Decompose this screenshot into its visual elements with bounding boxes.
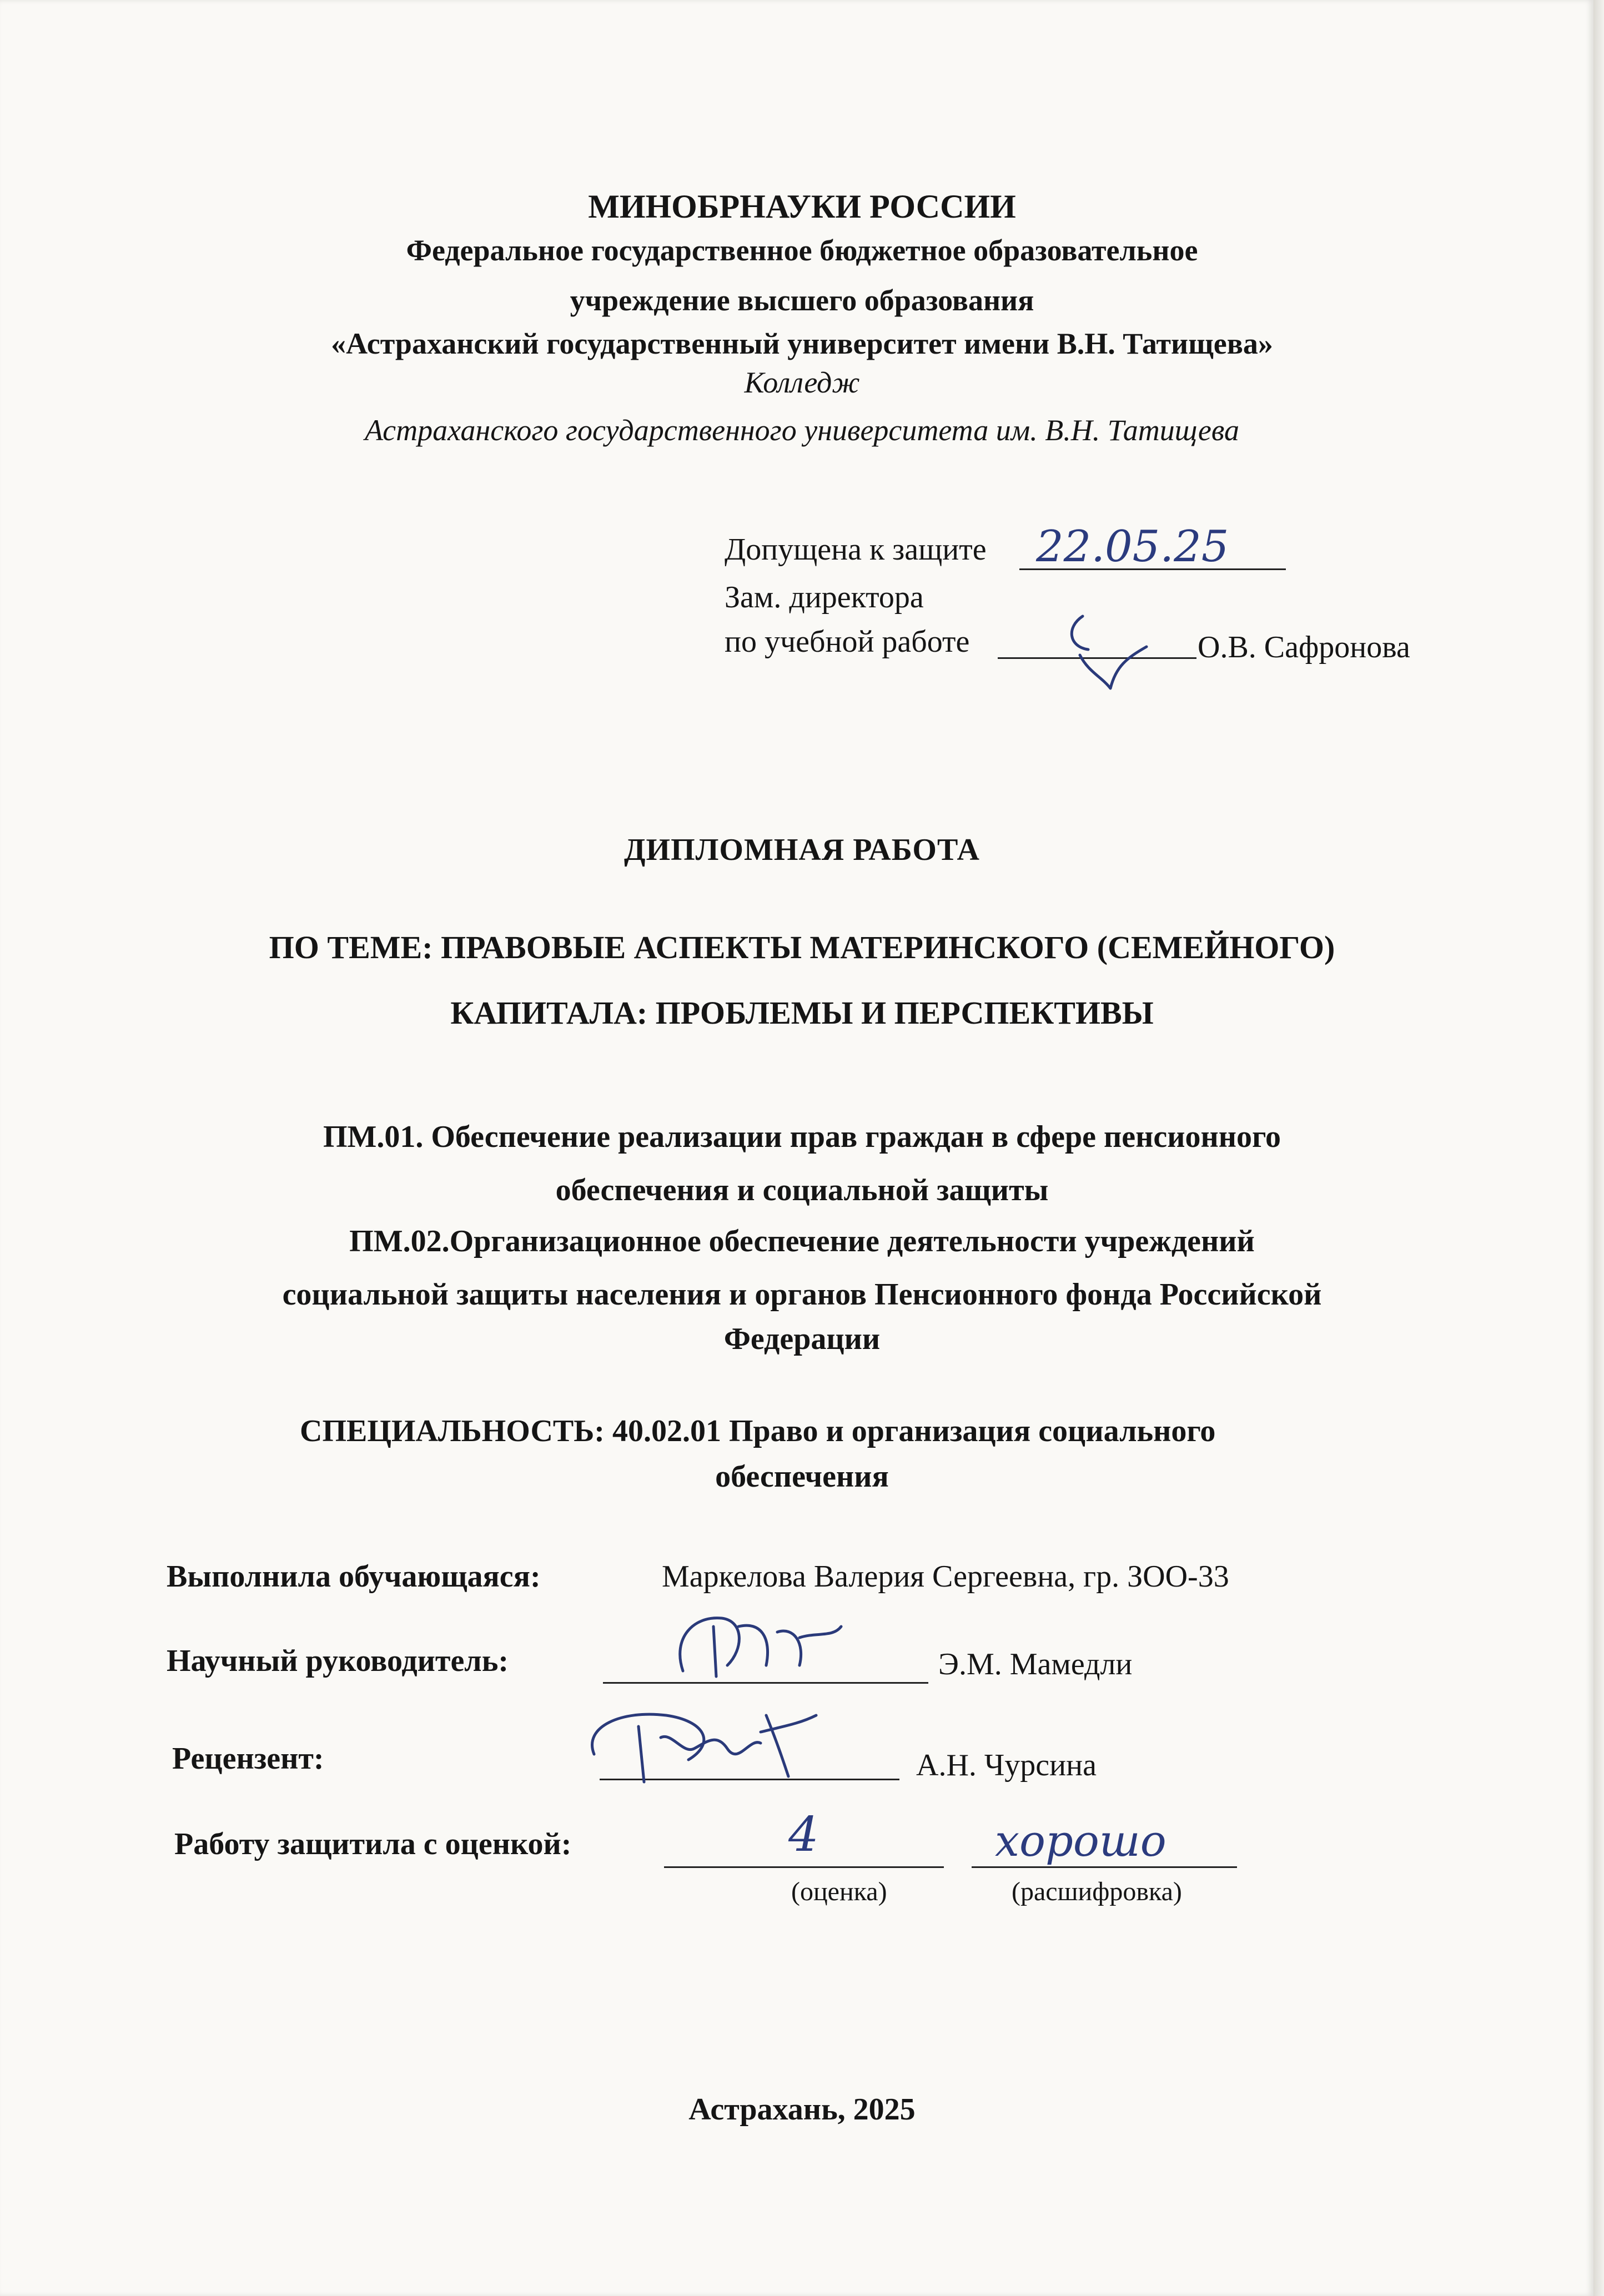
university-name: «Астраханский государственный университет имени В.Н. Татищева» bbox=[331, 327, 1273, 360]
supervisor-signature bbox=[661, 1604, 849, 1688]
ministry-heading: МИНОБРНАУКИ РОССИИ bbox=[588, 188, 1016, 225]
deputy-title-line-1: Зам. директора bbox=[725, 580, 924, 615]
student-label: Выполнила обучающаяся: bbox=[167, 1559, 541, 1594]
grade-text-caption: (расшифровка) bbox=[1012, 1877, 1182, 1906]
pm01-line-2: обеспечения и социальной защиты bbox=[555, 1173, 1049, 1207]
specialty-value: 40.02.01 Право и организация социального bbox=[612, 1414, 1216, 1448]
reviewer-name: А.Н. Чурсина bbox=[916, 1748, 1097, 1783]
work-type-heading: ДИПЛОМНАЯ РАБОТА bbox=[624, 833, 980, 867]
city-year: Астрахань, 2025 bbox=[688, 2092, 916, 2127]
supervisor-label: Научный руководитель: bbox=[167, 1644, 509, 1678]
pm02-line-1: ПМ.02.Организационное обеспечение деятельности учреждений bbox=[349, 1224, 1255, 1258]
grade-text-line bbox=[972, 1866, 1237, 1868]
specialty-label: СПЕЦИАЛЬНОСТЬ: bbox=[300, 1414, 605, 1448]
institution-line-2: учреждение высшего образования bbox=[570, 284, 1034, 317]
specialty-line-2: обеспечения bbox=[715, 1459, 889, 1494]
institution-line-1: Федеральное государственное бюджетное образовательное bbox=[406, 234, 1198, 267]
reviewer-label: Рецензент: bbox=[172, 1741, 324, 1776]
deputy-signature bbox=[1055, 605, 1155, 694]
grade-caption: (оценка) bbox=[791, 1877, 887, 1906]
topic-line-1: ПО ТЕМЕ: ПРАВОВЫЕ АСПЕКТЫ МАТЕРИНСКОГО (СЕМЕЙНОГО) bbox=[269, 929, 1335, 965]
specialty-line-1 bbox=[300, 1416, 1215, 1447]
grade-line bbox=[664, 1866, 944, 1868]
admitted-label: Допущена к защите bbox=[725, 532, 987, 567]
student-value: Маркелова Валерия Сергеевна, гр. ЗОО-33 bbox=[662, 1559, 1229, 1594]
pm02-line-3: Федерации bbox=[723, 1322, 881, 1356]
deputy-title-line-2: по учебной работе bbox=[725, 625, 970, 659]
topic-line-2: КАПИТАЛА: ПРОБЛЕМЫ И ПЕРСПЕКТИВЫ bbox=[450, 995, 1154, 1031]
admitted-date-handwritten: 22.05.25 bbox=[1036, 522, 1229, 572]
grade-value-handwritten: 4 bbox=[788, 1807, 819, 1862]
pm02-line-2: социальной защиты населения и органов Пенсионного фонда Российской bbox=[282, 1277, 1322, 1312]
pm01-line-1: ПМ.01. Обеспечение реализации прав граждан в сфере пенсионного bbox=[323, 1120, 1281, 1154]
college-label: Колледж bbox=[744, 366, 860, 399]
reviewer-signature bbox=[577, 1693, 822, 1788]
deputy-name: О.В. Сафронова bbox=[1198, 630, 1410, 664]
defense-label: Работу защитила с оценкой: bbox=[174, 1827, 572, 1861]
college-of-university: Астраханского государственного университета им. В.Н. Татищева bbox=[365, 414, 1239, 447]
supervisor-name: Э.М. Мамедли bbox=[938, 1647, 1133, 1681]
grade-text-handwritten: хорошо bbox=[995, 1816, 1166, 1866]
